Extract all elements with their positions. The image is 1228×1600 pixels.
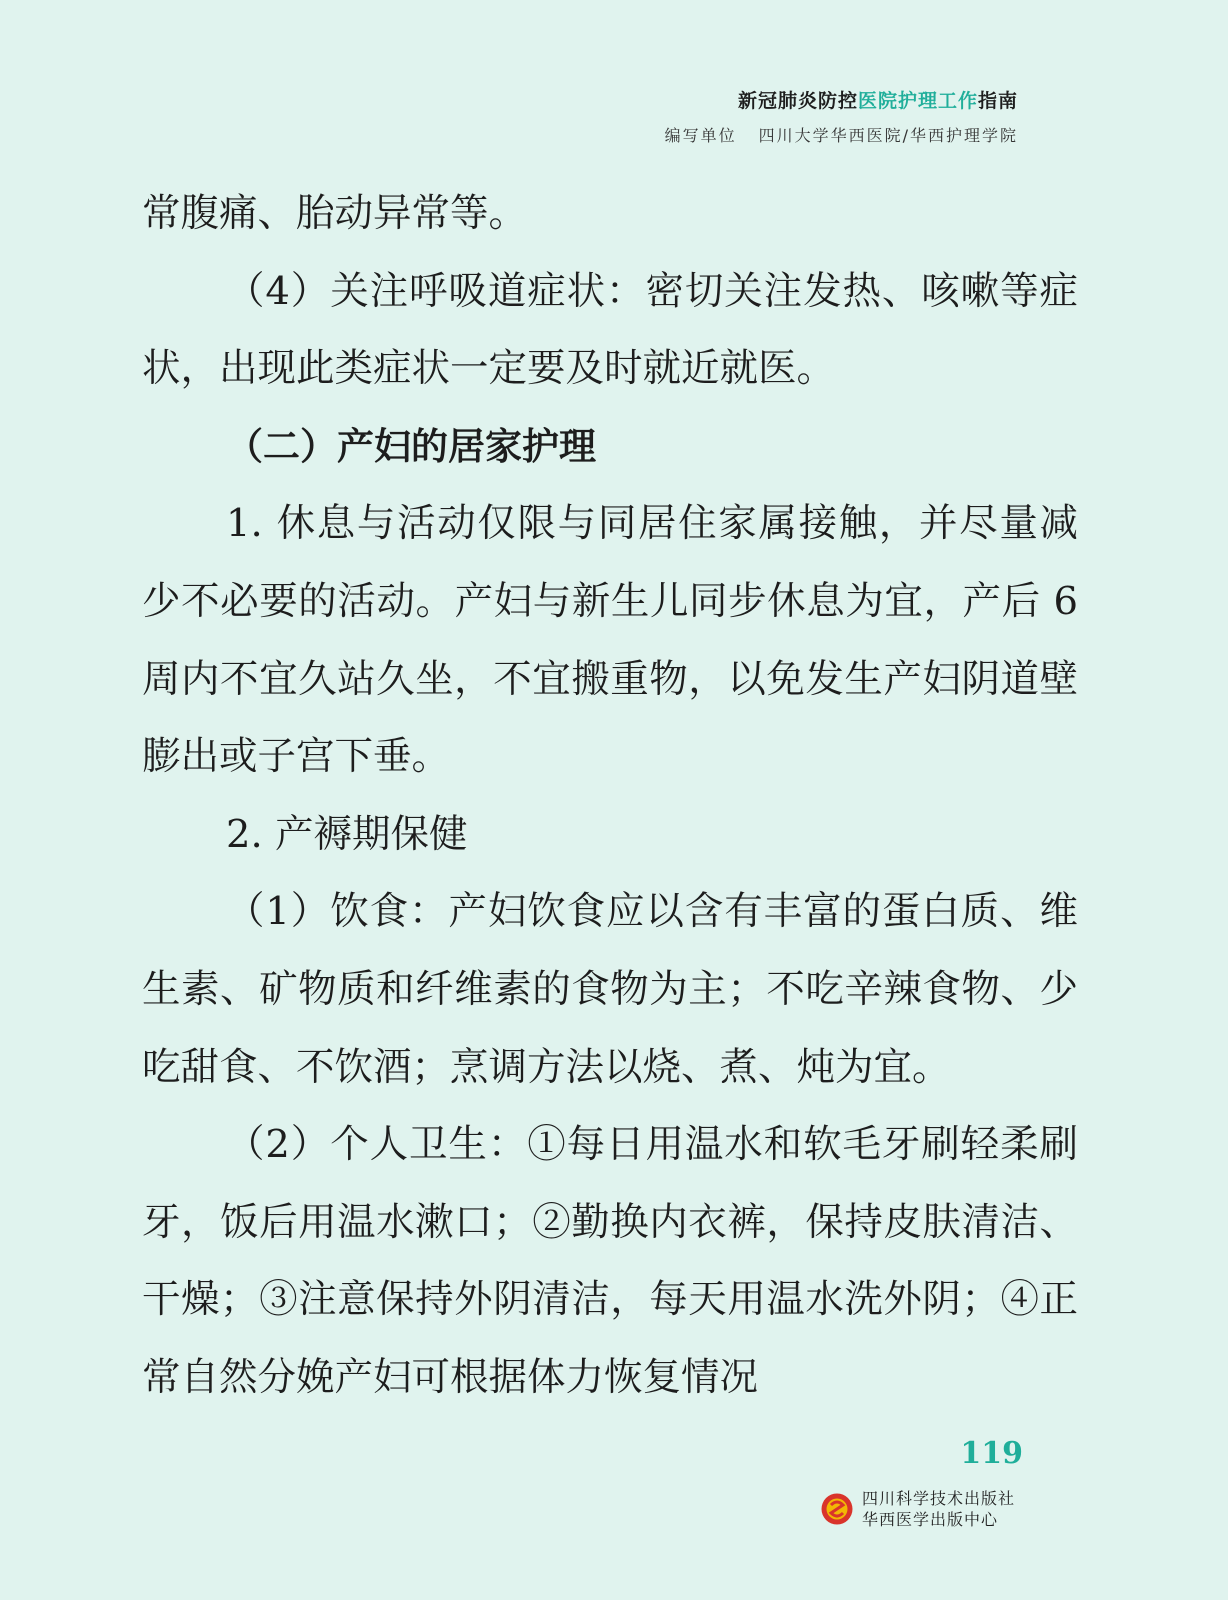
paragraph-4: 2. 产褥期保健 [226, 811, 468, 857]
paragraph-1: 常腹痛、胎动异常等。 [142, 191, 528, 236]
book-title-accent: 医院护理工作 [857, 90, 978, 112]
paragraph-5: （1）饮食：产妇饮食应以含有丰富的蛋白质、维生素、矿物质和纤维素的食物为主；不吃辛辣食物、少吃甜食、不饮酒；烹调方法以烧、煮、炖为宜。 [142, 889, 1078, 1090]
paragraph-6: （2）个人卫生：①每日用温水和软毛牙刷轻柔刷牙，饭后用温水漱口；②勤换内衣裤，保持皮肤清洁、干燥；③注意保持外阴清洁，每天用温水洗外阴；④正常自然分娩产妇可根据体力恢复情况 [142, 1122, 1078, 1400]
publisher-logo-icon [820, 1492, 854, 1526]
book-title-prefix: 新冠肺炎防控 [737, 90, 858, 112]
publisher-line-1: 四川科学技术出版社 [862, 1489, 1016, 1508]
editor-label: 编写单位 [664, 126, 737, 145]
paragraph-2: （4）关注呼吸道症状：密切关注发热、咳嗽等症状，出现此类症状一定要及时就近就医。 [142, 268, 1078, 392]
paragraph-3: 1. 休息与活动仅限与同居住家属接触，并尽量减少不必要的活动。产妇与新生儿同步休息为宜，产后 6 周内不宜久站久坐，不宜搬重物，以免发生产妇阴道壁膨出或子宫下垂。 [142, 501, 1078, 780]
section-heading: （二）产妇的居家护理 [226, 424, 596, 468]
book-title [665, 86, 1018, 113]
publisher-line-2: 华西医学出版中心 [862, 1510, 999, 1529]
page-body [142, 175, 1078, 1417]
editor-orgs: 四川大学华西医院/华西护理学院 [758, 126, 1018, 145]
running-header [665, 86, 1018, 146]
book-title-suffix: 指南 [977, 90, 1018, 112]
editor-line [665, 123, 1018, 146]
publisher-text [862, 1488, 1015, 1530]
page-number: 119 [960, 1436, 1023, 1471]
publisher-block [820, 1488, 1015, 1530]
